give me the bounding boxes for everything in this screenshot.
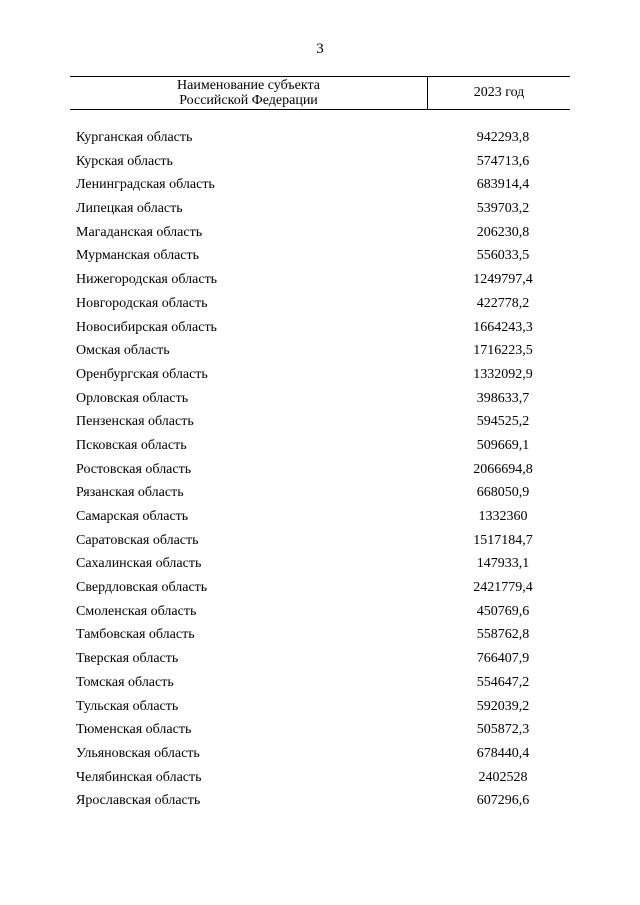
table-row <box>76 197 570 221</box>
column-header-region-line2: Российской Федерации <box>179 93 318 108</box>
region-value: 1249797,4 <box>473 272 533 288</box>
region-value: 1332092,9 <box>473 366 533 382</box>
region-name: Тюменская область <box>76 722 192 738</box>
table-row <box>76 718 570 742</box>
table-row <box>76 387 570 411</box>
table-row <box>76 221 570 245</box>
region-name: Омская область <box>76 343 170 359</box>
region-name: Саратовская область <box>76 532 199 548</box>
region-value: 607296,6 <box>476 793 530 809</box>
region-value: 592039,2 <box>476 698 530 714</box>
region-value: 683914,4 <box>476 177 530 193</box>
region-name: Ульяновская область <box>76 745 200 761</box>
region-value: 766407,9 <box>476 651 530 667</box>
region-name: Сахалинская область <box>76 556 202 572</box>
page-number: 3 <box>316 41 324 57</box>
region-name: Курганская область <box>76 130 193 145</box>
region-value: 1332360 <box>478 509 528 524</box>
region-name: Смоленская область <box>76 603 197 619</box>
region-name: Липецкая область <box>76 201 183 217</box>
region-value: 556033,5 <box>476 248 530 264</box>
region-value: 206230,8 <box>476 224 530 240</box>
region-name: Ростовская область <box>76 461 192 477</box>
region-value: 505872,3 <box>476 722 530 738</box>
region-name: Орловская область <box>76 390 189 406</box>
region-value: 147933,1 <box>476 556 530 572</box>
table-row <box>76 647 570 671</box>
region-name: Ярославская область <box>76 793 201 809</box>
table-row <box>76 292 570 316</box>
region-name: Оренбургская область <box>76 366 208 382</box>
table-row <box>76 244 570 268</box>
table-row <box>76 173 570 197</box>
region-value: 942293,8 <box>476 130 530 145</box>
region-name: Ленинградская область <box>76 177 215 193</box>
table-row <box>76 600 570 624</box>
table-row <box>76 150 570 174</box>
region-name: Тверская область <box>76 651 179 667</box>
table-row <box>76 505 570 529</box>
column-header-region <box>70 77 427 109</box>
table-row <box>76 552 570 576</box>
table-row <box>76 623 570 647</box>
region-name: Челябинская область <box>76 769 202 785</box>
column-header-region-line1: Наименование субъекта <box>177 78 320 93</box>
region-name: Пензенская область <box>76 414 194 430</box>
region-value: 1664243,3 <box>473 319 533 335</box>
region-name: Свердловская область <box>76 580 208 596</box>
region-name: Новосибирская область <box>76 319 217 335</box>
table-row <box>76 339 570 363</box>
region-name: Мурманская область <box>76 248 200 264</box>
region-name: Нижегородская область <box>76 272 218 288</box>
region-value: 678440,4 <box>476 745 530 761</box>
region-value: 2402528 <box>478 769 528 785</box>
region-name: Тульская область <box>76 698 179 714</box>
table-row <box>76 576 570 600</box>
region-name: Тамбовская область <box>76 627 195 643</box>
table-row <box>76 434 570 458</box>
table-header <box>70 76 570 110</box>
table-row <box>76 766 570 790</box>
region-value: 509669,1 <box>476 437 530 453</box>
region-value: 594525,2 <box>476 414 530 430</box>
column-header-year: 2023 год <box>473 85 525 100</box>
table-body <box>76 126 570 813</box>
region-name: Псковская область <box>76 437 187 453</box>
region-value: 2066694,8 <box>473 461 533 477</box>
table-row <box>76 363 570 387</box>
region-value: 2421779,4 <box>473 580 533 596</box>
region-value: 558762,8 <box>476 627 530 643</box>
region-value: 422778,2 <box>476 295 530 311</box>
region-value: 1517184,7 <box>473 532 533 548</box>
region-name: Новгородская область <box>76 295 208 311</box>
region-value: 1716223,5 <box>473 343 533 359</box>
region-value: 398633,7 <box>476 390 530 406</box>
table-row <box>76 742 570 766</box>
region-value: 668050,9 <box>476 485 530 501</box>
table-row <box>76 268 570 292</box>
region-value: 574713,6 <box>476 153 530 169</box>
table-row <box>76 529 570 553</box>
region-name: Магаданская область <box>76 224 203 240</box>
table-row <box>76 410 570 434</box>
region-name: Томская область <box>76 674 174 690</box>
table-row <box>76 671 570 695</box>
table-row <box>76 789 570 813</box>
region-value: 554647,2 <box>476 674 530 690</box>
table-row <box>76 458 570 482</box>
region-value: 539703,2 <box>476 201 530 217</box>
table-row <box>76 316 570 340</box>
table-row <box>76 695 570 719</box>
region-name: Самарская область <box>76 509 189 524</box>
region-name: Курская область <box>76 153 173 169</box>
region-name: Рязанская область <box>76 485 184 501</box>
table-row <box>76 126 570 150</box>
table-row <box>76 481 570 505</box>
region-value: 450769,6 <box>476 603 530 619</box>
